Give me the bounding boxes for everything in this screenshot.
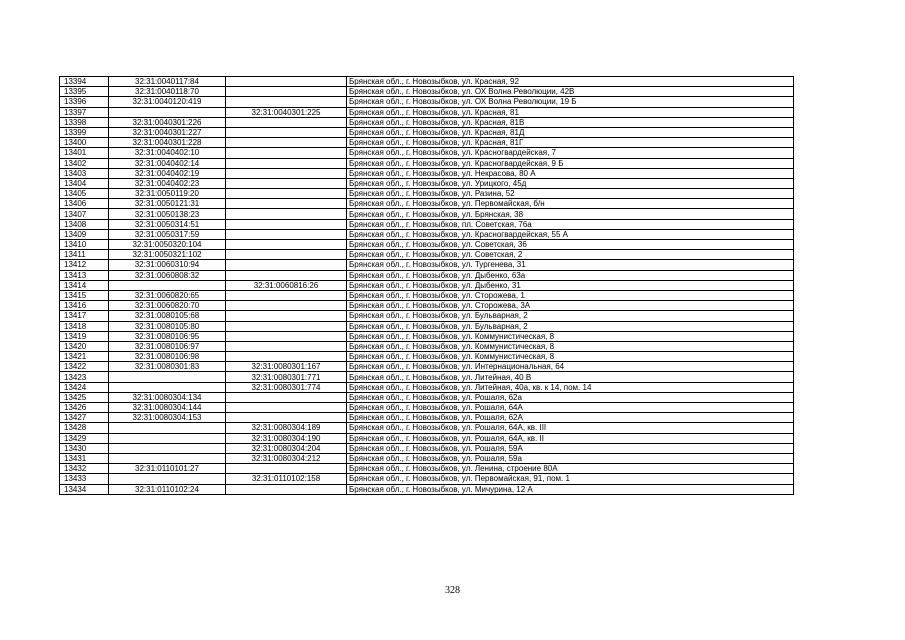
address-cell: Брянская обл., г. Новозыбков, ул. Рошаля, 59А [347,443,794,453]
address-cell: Брянская обл., г. Новозыбков, ул. Сторожева, 1 [347,290,794,300]
row-number-cell: 13429 [60,433,109,443]
linked-cadastral-number-cell [226,260,347,270]
linked-cadastral-number-cell [226,341,347,351]
table-row [60,474,794,484]
table-row [60,270,794,280]
table-row [60,413,794,423]
cadastral-number-cell: 32:31:0040402:10 [109,148,226,158]
cadastral-number-cell: 32:31:0080301:83 [109,362,226,372]
cadastral-number-cell: 32:31:0080106:95 [109,331,226,341]
row-number-cell: 13428 [60,423,109,433]
row-number-cell: 13426 [60,403,109,413]
address-cell: Брянская обл., г. Новозыбков, ул. Первомайская, б/н [347,199,794,209]
registry-table [59,76,794,495]
table-row [60,484,794,494]
address-cell: Брянская обл., г. Новозыбков, ул. ОХ Волна Революции, 42В [347,87,794,97]
row-number-cell: 13420 [60,341,109,351]
table-row [60,178,794,188]
table-row [60,362,794,372]
linked-cadastral-number-cell [226,189,347,199]
linked-cadastral-number-cell [226,240,347,250]
address-cell: Брянская обл., г. Новозыбков, ул. Первомайская, 91, пом. 1 [347,474,794,484]
table-row [60,219,794,229]
row-number-cell: 13417 [60,311,109,321]
linked-cadastral-number-cell [226,77,347,87]
table-row [60,260,794,270]
row-number-cell: 13407 [60,209,109,219]
table-row [60,331,794,341]
address-cell: Брянская обл., г. Новозыбков, ул. Разина, 52 [347,189,794,199]
address-cell: Брянская обл., г. Новозыбков, ул. Коммунистическая, 8 [347,341,794,351]
table-row [60,453,794,463]
cadastral-number-cell: 32:31:0110102:24 [109,484,226,494]
table-row [60,240,794,250]
row-number-cell: 13409 [60,229,109,239]
address-cell: Брянская обл., г. Новозыбков, ул. Красногвардейская, 55 А [347,229,794,239]
cadastral-number-cell: 32:31:0040301:228 [109,138,226,148]
cadastral-number-cell [109,423,226,433]
address-cell: Брянская обл., г. Новозыбков, ул. Литейная, 40а, кв. к 14, пом. 14 [347,382,794,392]
address-cell: Брянская обл., г. Новозыбков, ул. Мичурина, 12 А [347,484,794,494]
linked-cadastral-number-cell [226,127,347,137]
row-number-cell: 13416 [60,301,109,311]
row-number-cell: 13415 [60,290,109,300]
address-cell: Брянская обл., г. Новозыбков, ул. Советская, 36 [347,240,794,250]
table-row [60,392,794,402]
linked-cadastral-number-cell: 32:31:0060816:26 [226,280,347,290]
cadastral-number-cell: 32:31:0060310:94 [109,260,226,270]
cadastral-number-cell: 32:31:0080304:153 [109,413,226,423]
address-cell: Брянская обл., г. Новозыбков, ул. Коммунистическая, 8 [347,352,794,362]
row-number-cell: 13424 [60,382,109,392]
linked-cadastral-number-cell: 32:31:0080304:190 [226,433,347,443]
linked-cadastral-number-cell: 32:31:0080301:167 [226,362,347,372]
linked-cadastral-number-cell [226,158,347,168]
address-cell: Брянская обл., г. Новозыбков, ул. Литейная, 40 В [347,372,794,382]
address-cell: Брянская обл., г. Новозыбков, ул. Красная, 81Д [347,127,794,137]
cadastral-number-cell: 32:31:0040402:19 [109,168,226,178]
address-cell: Брянская обл., г. Новозыбков, ул. Красная, 81 [347,107,794,117]
table-row [60,443,794,453]
table-row [60,423,794,433]
cadastral-number-cell [109,433,226,443]
linked-cadastral-number-cell [226,301,347,311]
table-row [60,87,794,97]
linked-cadastral-number-cell: 32:31:0080301:771 [226,372,347,382]
cadastral-number-cell [109,107,226,117]
address-cell: Брянская обл., г. Новозыбков, ул. Рошаля, 62А [347,413,794,423]
cadastral-number-cell [109,382,226,392]
row-number-cell: 13421 [60,352,109,362]
table-row [60,382,794,392]
cadastral-number-cell: 32:31:0060820:65 [109,290,226,300]
linked-cadastral-number-cell [226,148,347,158]
address-cell: Брянская обл., г. Новозыбков, ул. Некрасова, 80 А [347,168,794,178]
table-row [60,311,794,321]
row-number-cell: 13401 [60,148,109,158]
table-row [60,372,794,382]
cadastral-number-cell: 32:31:0060808:32 [109,270,226,280]
row-number-cell: 13410 [60,240,109,250]
address-cell: Брянская обл., г. Новозыбков, ул. Сторожева, 3А [347,301,794,311]
cadastral-number-cell [109,372,226,382]
table-row [60,433,794,443]
cadastral-number-cell: 32:31:0080304:144 [109,403,226,413]
row-number-cell: 13425 [60,392,109,402]
cadastral-number-cell: 32:31:0050119:20 [109,189,226,199]
linked-cadastral-number-cell [226,403,347,413]
linked-cadastral-number-cell [226,321,347,331]
linked-cadastral-number-cell [226,87,347,97]
linked-cadastral-number-cell [226,168,347,178]
cadastral-number-cell: 32:31:0040118:70 [109,87,226,97]
cadastral-number-cell: 32:31:0080304:134 [109,392,226,402]
table-row [60,77,794,87]
registry-table-body [60,77,794,495]
cadastral-number-cell: 32:31:0050320:104 [109,240,226,250]
cadastral-number-cell: 32:31:0040402:23 [109,178,226,188]
linked-cadastral-number-cell [226,331,347,341]
address-cell: Брянская обл., г. Новозыбков, ул. Урицкого, 45д [347,178,794,188]
row-number-cell: 13397 [60,107,109,117]
table-row [60,290,794,300]
table-row [60,158,794,168]
linked-cadastral-number-cell: 32:31:0110102:158 [226,474,347,484]
cadastral-number-cell: 32:31:0050317:59 [109,229,226,239]
cadastral-number-cell: 32:31:0080105:68 [109,311,226,321]
row-number-cell: 13423 [60,372,109,382]
cadastral-number-cell [109,280,226,290]
address-cell: Брянская обл., г. Новозыбков, ул. Рошаля, 64А, кв. III [347,423,794,433]
address-cell: Брянская обл., г. Новозыбков, ул. Красная, 92 [347,77,794,87]
cadastral-number-cell [109,474,226,484]
linked-cadastral-number-cell [226,464,347,474]
linked-cadastral-number-cell [226,209,347,219]
linked-cadastral-number-cell: 32:31:0080301:774 [226,382,347,392]
address-cell: Брянская обл., г. Новозыбков, ул. Коммунистическая, 8 [347,331,794,341]
address-cell: Брянская обл., г. Новозыбков, ул. Красная, 81Г [347,138,794,148]
cadastral-number-cell: 32:31:0080106:97 [109,341,226,351]
row-number-cell: 13430 [60,443,109,453]
table-row [60,301,794,311]
linked-cadastral-number-cell: 32:31:0080304:189 [226,423,347,433]
table-row [60,250,794,260]
row-number-cell: 13404 [60,178,109,188]
linked-cadastral-number-cell [226,117,347,127]
cadastral-number-cell: 32:31:0050314:51 [109,219,226,229]
row-number-cell: 13418 [60,321,109,331]
table-row [60,464,794,474]
cadastral-number-cell: 32:31:0050121:31 [109,199,226,209]
table-row [60,341,794,351]
linked-cadastral-number-cell [226,219,347,229]
address-cell: Брянская обл., г. Новозыбков, пл. Советская, 76а [347,219,794,229]
row-number-cell: 13427 [60,413,109,423]
table-row [60,189,794,199]
row-number-cell: 13422 [60,362,109,372]
address-cell: Брянская обл., г. Новозыбков, ул. Рошаля, 64А, кв. II [347,433,794,443]
row-number-cell: 13419 [60,331,109,341]
row-number-cell: 13398 [60,117,109,127]
cadastral-number-cell: 32:31:0040117:84 [109,77,226,87]
linked-cadastral-number-cell [226,250,347,260]
table-row [60,97,794,107]
linked-cadastral-number-cell: 32:31:0040301:225 [226,107,347,117]
linked-cadastral-number-cell [226,199,347,209]
address-cell: Брянская обл., г. Новозыбков, ул. Ленина, строение 80А [347,464,794,474]
address-cell: Брянская обл., г. Новозыбков, ул. Тургенева, 31 [347,260,794,270]
cadastral-number-cell: 32:31:0040301:226 [109,117,226,127]
row-number-cell: 13433 [60,474,109,484]
cadastral-number-cell: 32:31:0040402:14 [109,158,226,168]
table-row [60,209,794,219]
table-row [60,403,794,413]
address-cell: Брянская обл., г. Новозыбков, ул. Дыбенко, 31 [347,280,794,290]
address-cell: Брянская обл., г. Новозыбков, ул. Бульварная, 2 [347,321,794,331]
cadastral-number-cell: 32:31:0040120:419 [109,97,226,107]
address-cell: Брянская обл., г. Новозыбков, ул. Рошаля, 59а [347,453,794,463]
cadastral-number-cell: 32:31:0080105:80 [109,321,226,331]
table-row [60,280,794,290]
table-row [60,148,794,158]
row-number-cell: 13396 [60,97,109,107]
linked-cadastral-number-cell [226,97,347,107]
table-row [60,107,794,117]
linked-cadastral-number-cell [226,290,347,300]
address-cell: Брянская обл., г. Новозыбков, ул. Интернациональная, 64 [347,362,794,372]
linked-cadastral-number-cell [226,311,347,321]
address-cell: Брянская обл., г. Новозыбков, ул. Красногвардейская, 7 [347,148,794,158]
address-cell: Брянская обл., г. Новозыбков, ул. Красногвардейская, 9 Б [347,158,794,168]
address-cell: Брянская обл., г. Новозыбков, ул. Рошаля, 62а [347,392,794,402]
linked-cadastral-number-cell [226,229,347,239]
row-number-cell: 13432 [60,464,109,474]
address-cell: Брянская обл., г. Новозыбков, ул. Бульварная, 2 [347,311,794,321]
linked-cadastral-number-cell [226,270,347,280]
address-cell: Брянская обл., г. Новозыбков, ул. ОХ Волна Революции, 19 Б [347,97,794,107]
address-cell: Брянская обл., г. Новозыбков, ул. Рошаля, 64А [347,403,794,413]
row-number-cell: 13403 [60,168,109,178]
row-number-cell: 13402 [60,158,109,168]
row-number-cell: 13394 [60,77,109,87]
page-number: 328 [445,585,460,596]
row-number-cell: 13411 [60,250,109,260]
table-row [60,352,794,362]
linked-cadastral-number-cell [226,138,347,148]
cadastral-number-cell: 32:31:0060820:70 [109,301,226,311]
cadastral-number-cell: 32:31:0050138:23 [109,209,226,219]
linked-cadastral-number-cell [226,413,347,423]
linked-cadastral-number-cell [226,352,347,362]
row-number-cell: 13408 [60,219,109,229]
row-number-cell: 13399 [60,127,109,137]
address-cell: Брянская обл., г. Новозыбков, ул. Брянская, 38 [347,209,794,219]
row-number-cell: 13414 [60,280,109,290]
linked-cadastral-number-cell: 32:31:0080304:204 [226,443,347,453]
table-row [60,138,794,148]
row-number-cell: 13406 [60,199,109,209]
address-cell: Брянская обл., г. Новозыбков, ул. Советская, 2 [347,250,794,260]
table-row [60,117,794,127]
cadastral-number-cell: 32:31:0080106:98 [109,352,226,362]
address-cell: Брянская обл., г. Новозыбков, ул. Дыбенко, 63а [347,270,794,280]
linked-cadastral-number-cell [226,178,347,188]
row-number-cell: 13395 [60,87,109,97]
cadastral-number-cell: 32:31:0110101:27 [109,464,226,474]
address-cell: Брянская обл., г. Новозыбков, ул. Красная, 81В [347,117,794,127]
linked-cadastral-number-cell [226,484,347,494]
registry-table-container [59,76,793,495]
table-row [60,168,794,178]
cadastral-number-cell: 32:31:0050321:102 [109,250,226,260]
row-number-cell: 13400 [60,138,109,148]
table-row [60,229,794,239]
linked-cadastral-number-cell [226,392,347,402]
row-number-cell: 13413 [60,270,109,280]
table-row [60,127,794,137]
table-row [60,199,794,209]
row-number-cell: 13431 [60,453,109,463]
cadastral-number-cell [109,453,226,463]
cadastral-number-cell [109,443,226,453]
table-row [60,321,794,331]
cadastral-number-cell: 32:31:0040301:227 [109,127,226,137]
linked-cadastral-number-cell: 32:31:0080304:212 [226,453,347,463]
row-number-cell: 13412 [60,260,109,270]
row-number-cell: 13434 [60,484,109,494]
row-number-cell: 13405 [60,189,109,199]
